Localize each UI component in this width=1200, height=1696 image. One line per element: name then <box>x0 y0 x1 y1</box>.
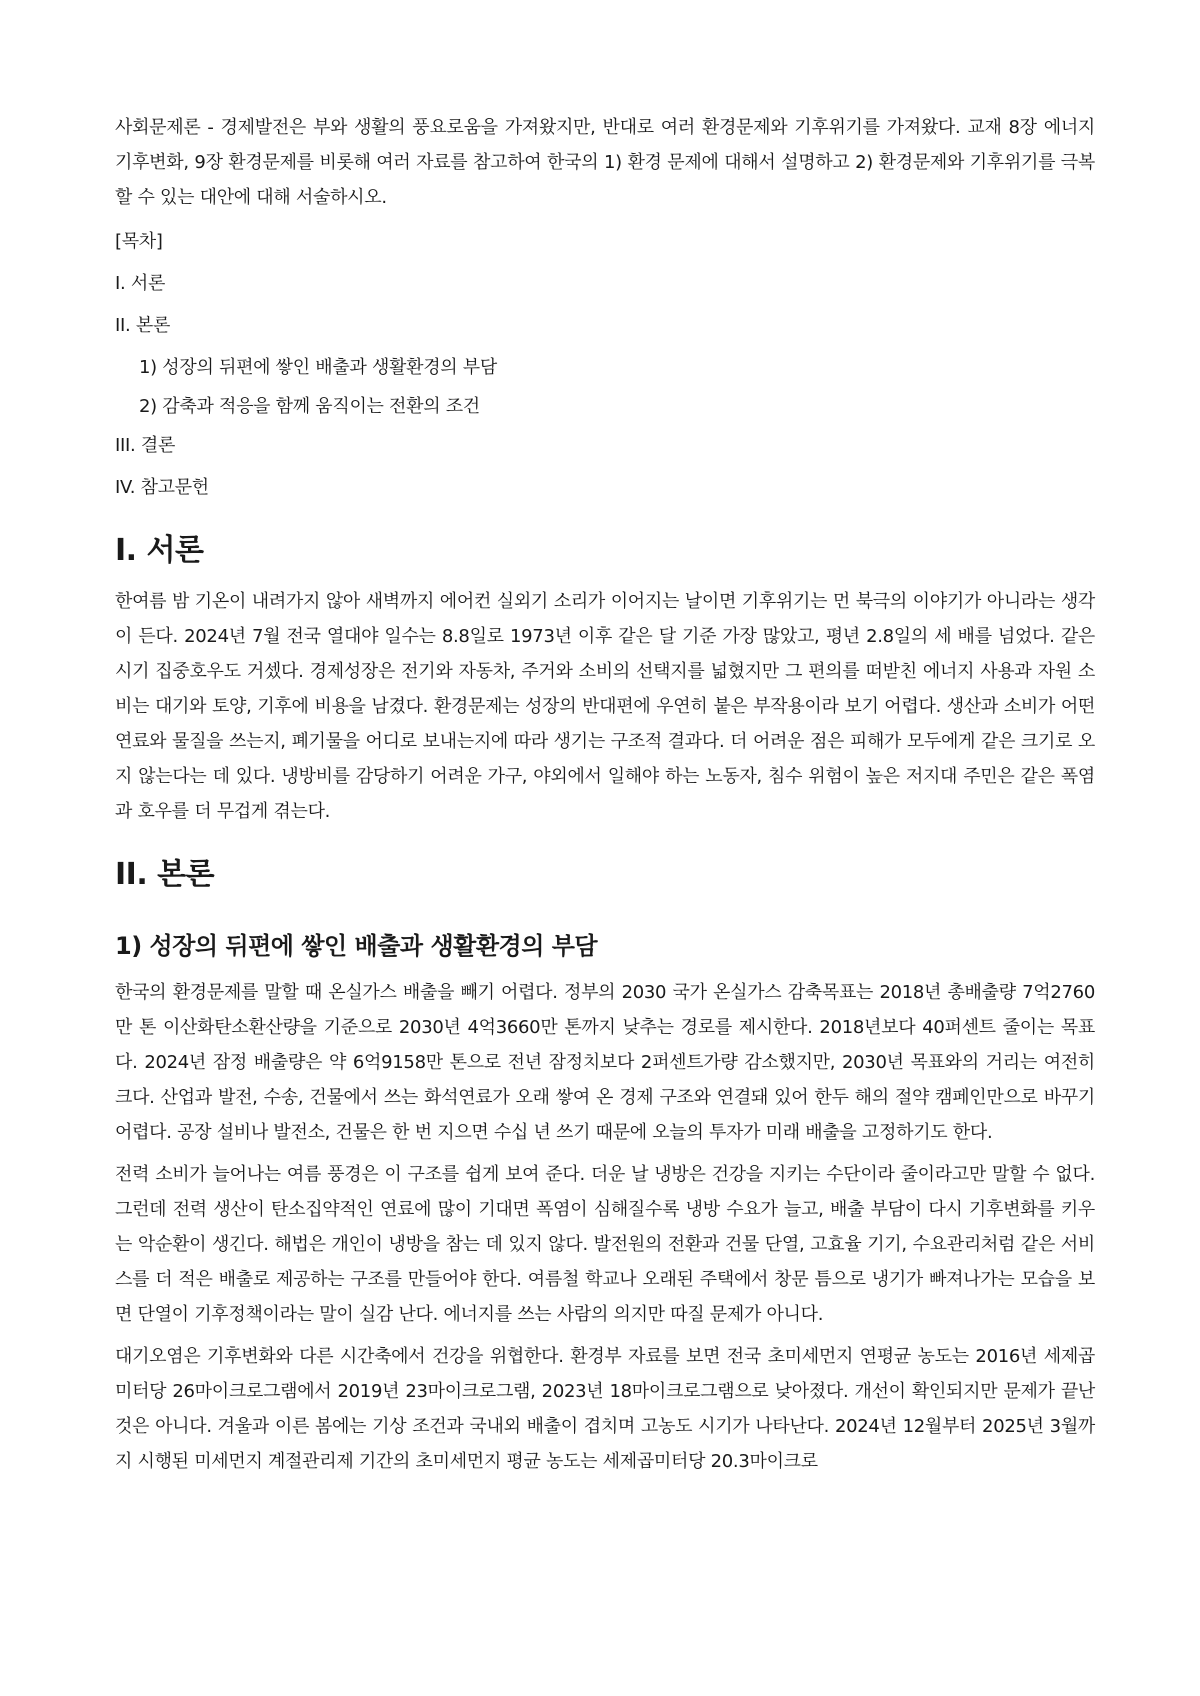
toc-item-intro: I. 서론 <box>115 273 166 294</box>
table-of-contents <box>115 224 1095 505</box>
toc-subitem-1: 1) 성장의 뒤편에 쌓인 배출과 생활환경의 부담 <box>139 357 497 378</box>
toc-subitem-2: 2) 감축과 적응을 함께 움직이는 전환의 조건 <box>139 396 480 417</box>
intro-paragraph: 한여름 밤 기온이 내려가지 않아 새벽까지 에어컨 실외기 소리가 이어지는 날이면 기후위기는 먼 북극의 이야기가 아니라는 생각이 든다. 2024년 7월 전국 열대야 일수는 8.8일로 1973년 이후 같은 달 기준 가장 많았고, 평년 2.8일의 세 배를 넘었다. 같은 시기 집중호우도 거셌다. 경제성장은 전기와 자동차, 주거와 소비의 선택지를 넓혔지만 그 편의를 떠받친 에너지 사용과 자원 소비는 대기와 토양, 기후에 비용을 남겼다. 환경문제는 성장의 반대편에 우연히 붙은 부작용이라 보기 어렵다. 생산과 소비가 어떤 연료와 물질을 쓰는지, 폐기물을 어디로 보내는지에 따라 생기는 구조적 결과다. 더 어려운 점은 피해가 모두에게 같은 크기로 오지 않는다는 데 있다. 냉방비를 감당하기 어려운 가구, 야외에서 일해야 하는 노동자, 침수 위험이 높은 저지대 주민은 같은 폭염과 호우를 더 무겁게 겪는다. <box>115 591 1095 822</box>
body-paragraph: 한국의 환경문제를 말할 때 온실가스 배출을 빼기 어렵다. 정부의 2030 국가 온실가스 감축목표는 2018년 총배출량 7억2760만 톤 이산화탄소환산량을 기준으로 2030년 4억3660만 톤까지 낮추는 경로를 제시한다. 2018년보다 40퍼센트 줄이는 목표다. 2024년 잠정 배출량은 약 6억9158만 톤으로 전년 잠정치보다 2퍼센트가량 감소했지만, 2030년 목표와의 거리는 여전히 크다. 산업과 발전, 수송, 건물에서 쓰는 화석연료가 오래 쌓여 온 경제 구조와 연결돼 있어 한두 해의 절약 캠페인만으로 바꾸기 어렵다. 공장 설비나 발전소, 건물은 한 번 지으면 수십 년 쓰기 때문에 오늘의 투자가 미래 배출을 고정하기도 한다. <box>115 982 1095 1143</box>
toc-item-references: IV. 참고문헌 <box>115 477 209 498</box>
body-subheading-1: 1) 성장의 뒤편에 쌓인 배출과 생활환경의 부담 <box>115 932 598 960</box>
body-paragraph: 대기오염은 기후변화와 다른 시간축에서 건강을 위협한다. 환경부 자료를 보면 전국 초미세먼지 연평균 농도는 2016년 세제곱미터당 26마이크로그램에서 2019년 23마이크로그램, 2023년 18마이크로그램으로 낮아졌다. 개선이 확인되지만 문제가 끝난 것은 아니다. 겨울과 이른 봄에는 기상 조건과 국내외 배출이 겹치며 고농도 시기가 나타난다. 2024년 12월부터 2025년 3월까지 시행된 미세먼지 계절관리제 기간의 초미세먼지 평균 농도는 세제곱미터당 20.3마이크로 <box>115 1346 1095 1472</box>
body-heading: II. 본론 <box>115 857 215 892</box>
toc-title: [목차] <box>115 231 163 252</box>
assignment-prompt: 사회문제론 - 경제발전은 부와 생활의 풍요로움을 가져왔지만, 반대로 여러 환경문제와 기후위기를 가져왔다. 교재 8장 에너지 기후변화, 9장 환경문제를 비롯해 여러 자료를 참고하여 한국의 1) 환경 문제에 대해서 설명하고 2) 환경문제와 기후위기를 극복할 수 있는 대안에 대해 서술하시오. <box>115 117 1095 208</box>
body-paragraph: 전력 소비가 늘어나는 여름 풍경은 이 구조를 쉽게 보여 준다. 더운 날 냉방은 건강을 지키는 수단이라 줄이라고만 말할 수 없다. 그런데 전력 생산이 탄소집약적인 연료에 많이 기대면 폭염이 심해질수록 냉방 수요가 늘고, 배출 부담이 다시 기후변화를 키우는 악순환이 생긴다. 해법은 개인이 냉방을 참는 데 있지 않다. 발전원의 전환과 건물 단열, 고효율 기기, 수요관리처럼 같은 서비스를 더 적은 배출로 제공하는 구조를 만들어야 한다. 여름철 학교나 오래된 주택에서 창문 틈으로 냉기가 빠져나가는 모습을 보면 단열이 기후정책이라는 말이 실감 난다. 에너지를 쓰는 사람의 의지만 따질 문제가 아니다. <box>115 1164 1095 1325</box>
intro-heading: I. 서론 <box>115 533 204 568</box>
toc-item-conclusion: III. 결론 <box>115 435 176 456</box>
document-page <box>115 110 1095 1486</box>
toc-item-body: II. 본론 <box>115 315 171 336</box>
